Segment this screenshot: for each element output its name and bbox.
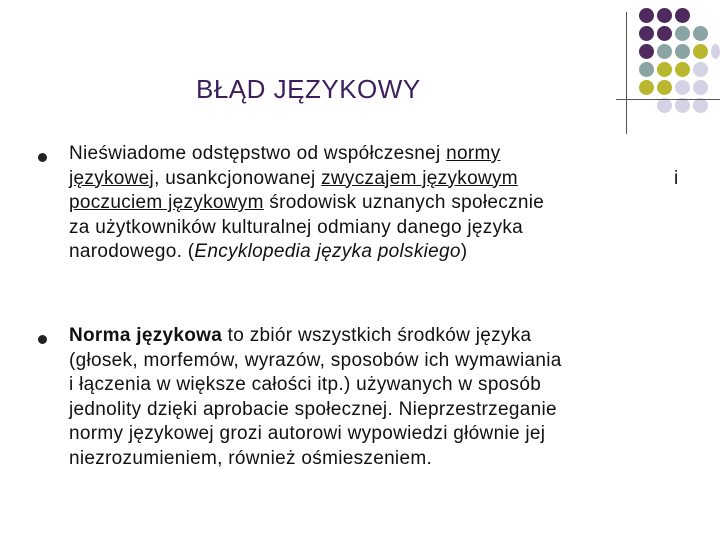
dot-lavender [693,98,708,113]
text: niezrozumieniem, również ośmieszeniem. [69,447,433,469]
text: i łączenia w większe całości itp.) używanych w sposób [69,374,542,395]
line [69,447,689,472]
dot-purple [639,44,654,59]
dot-lavender [675,98,690,113]
term-link: poczuciem językowym [69,192,264,213]
text: i [674,167,679,189]
line [69,422,689,447]
dot-olive [675,62,690,77]
slide-title: BŁĄD JĘZYKOWY [196,74,421,104]
term-link: zwyczajem językowym [321,167,518,189]
text: środowisk uznanych społecznie [263,192,545,213]
dot-teal [639,62,654,77]
dot-teal [675,44,690,59]
text: to zbiór wszystkich środków języka [222,325,532,346]
dot-olive [657,62,672,77]
line [69,191,689,216]
text: (głosek, morfemów, wyrazów, sposobów ich wymawiania [69,349,562,371]
line [69,349,689,374]
term-link: normy [446,143,501,164]
bullet-2-text [69,324,689,471]
citation-source: Encyklopedia języka polskiego [194,241,461,262]
text: narodowego. ( [69,241,195,262]
dot-purple [657,26,672,41]
dot-lavender [657,98,672,113]
dot-purple [675,8,690,23]
line [69,216,689,241]
bullet-dot-icon [38,335,47,344]
decorative-vertical-line [626,12,627,134]
dot-purple [639,8,654,23]
text: , usankcjonowanej [154,167,322,189]
text: jednolity dzięki aprobacie społecznej. Nieprzestrzeganie [69,398,557,420]
line [69,373,689,398]
text: za użytkowników kulturalnej odmiany danego języka [69,216,524,238]
term-link: językowej [69,167,155,189]
dot-lavender [693,80,708,95]
dot-olive [657,80,672,95]
dot-purple [639,26,654,41]
decorative-dot-grid [638,8,720,108]
line [69,324,689,349]
dot-teal [675,26,690,41]
bullet-1-text [69,142,689,265]
dot-purple [657,8,672,23]
text: ) [460,241,468,262]
decorative-horizontal-line [616,99,720,100]
line [69,142,689,167]
line [69,167,689,192]
line [69,240,689,265]
dot-lavender [693,62,708,77]
dot-olive [639,80,654,95]
dot-teal [657,44,672,59]
dot-olive [693,44,708,59]
bullet-dot-icon [38,153,47,162]
dot-lavender [711,44,720,59]
text: Nieświadome odstępstwo od współczesnej [69,143,447,164]
text: normy językowej grozi autorowi wypowiedzi głównie jej [69,423,546,444]
line [69,398,689,423]
dot-lavender [675,80,690,95]
dot-teal [693,26,708,41]
term-bold: Norma językowa [69,325,223,346]
